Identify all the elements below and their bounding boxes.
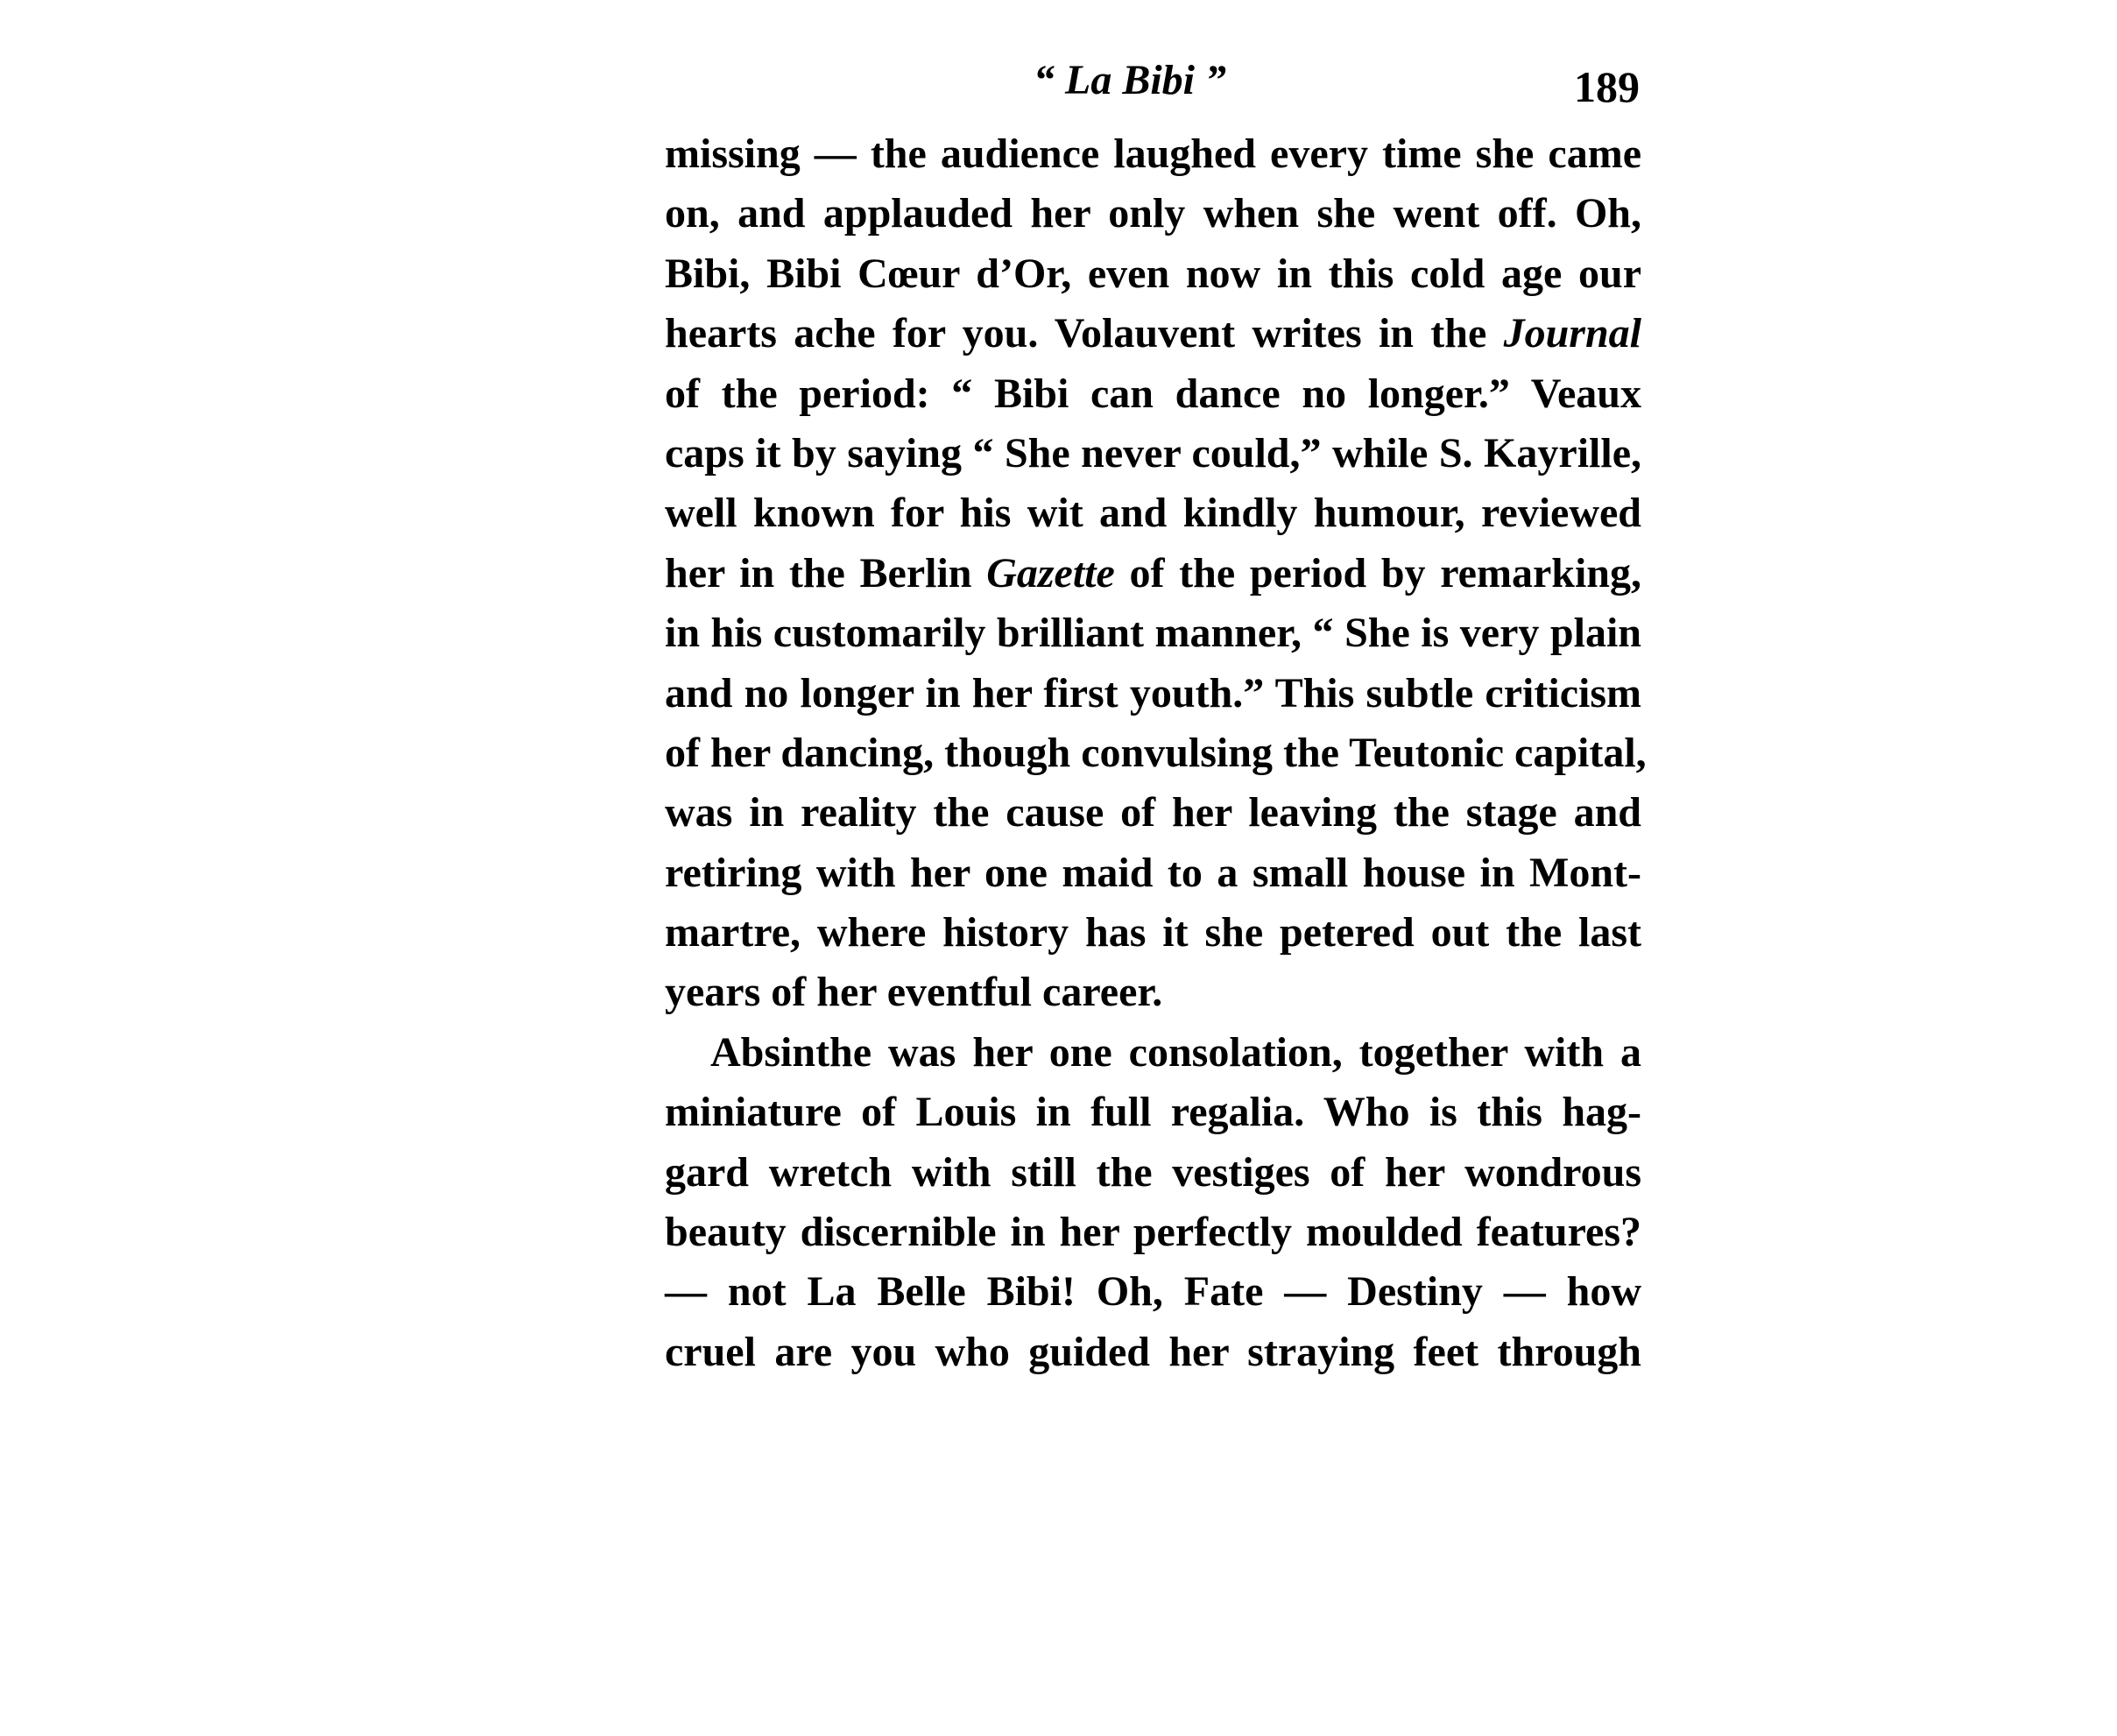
text-line: gard wretch with still the vestiges of her wondrous: [665, 1148, 1641, 1196]
text-line: Bibi, Bibi Cœur d’Or, even now in this cold age our: [665, 250, 1641, 297]
page-number: 189: [1574, 62, 1640, 111]
text-line: on, and applauded her only when she went off. Oh,: [665, 190, 1641, 237]
text-line: hearts ache for you. Volauvent writes in the Journal: [665, 310, 1641, 357]
text-line: of her dancing, though convulsing the Teutonic capital,: [665, 729, 1647, 776]
text-line: caps it by saying “ She never could,” while S. Kayrille,: [665, 429, 1641, 476]
text-line: in his customarily brilliant manner, “ She is very plain: [665, 610, 1641, 657]
text-line: well known for his wit and kindly humour, reviewed: [665, 490, 1641, 537]
italic-title-journal: Journal: [1503, 310, 1641, 357]
paragraph-first-line: Absinthe was her one consolation, together with a: [710, 1028, 1641, 1076]
text-line: was in reality the cause of her leaving the stage and: [665, 789, 1641, 836]
text-line: miniature of Louis in full regalia. Who is this hag-: [665, 1089, 1641, 1136]
text-line: and no longer in her first youth.” This subtle criticism: [665, 669, 1641, 716]
text-line: her in the Berlin Gazette of the period by remarking,: [665, 549, 1641, 596]
body-text: [665, 124, 1647, 1382]
text-line: beauty discernible in her perfectly moulded features?: [665, 1209, 1641, 1256]
text-line: retiring with her one maid to a small house in Mont-: [665, 849, 1641, 896]
text-line: of the period: “ Bibi can dance no longer.” Veaux: [665, 370, 1641, 417]
text-line: cruel are you who guided her straying feet through: [665, 1328, 1641, 1375]
text-line: missing — the audience laughed every time she came: [665, 131, 1641, 177]
text-line: — not La Belle Bibi! Oh, Fate — Destiny — how: [665, 1268, 1641, 1316]
text-line: martre, where history has it she petered out the last: [665, 909, 1641, 956]
paragraph-last-line: years of her eventful career.: [665, 969, 1163, 1016]
italic-title-gazette: Gazette: [986, 549, 1115, 596]
running-head: “ La Bibi ”: [1034, 57, 1227, 103]
